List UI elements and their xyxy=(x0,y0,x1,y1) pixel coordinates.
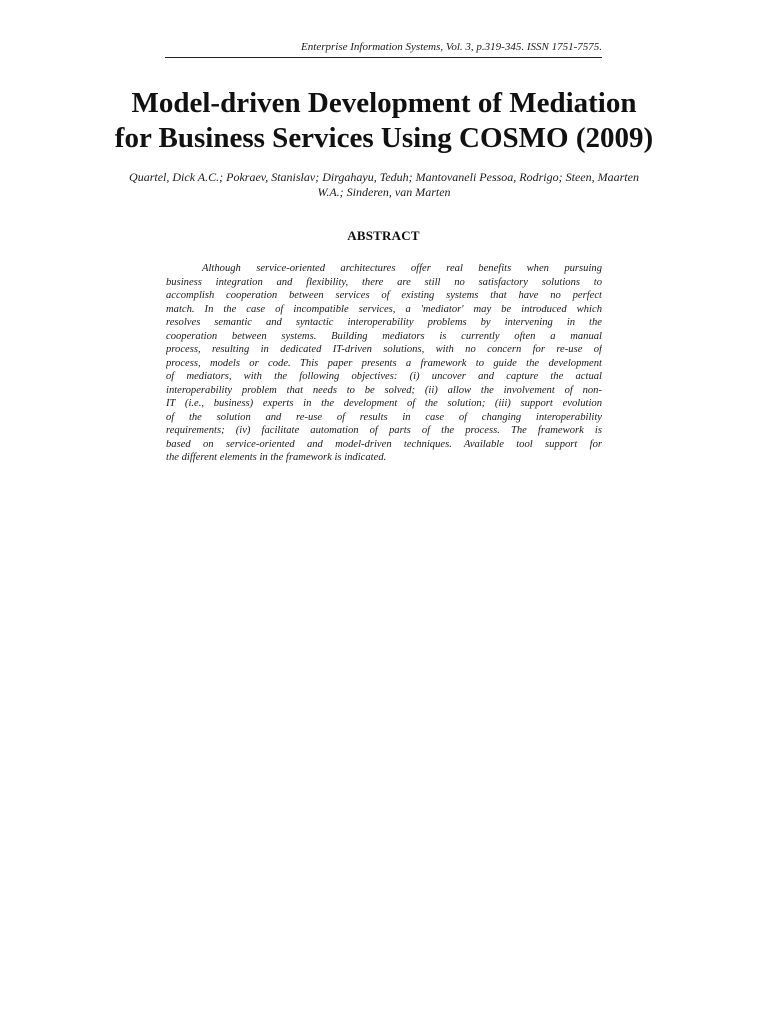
abstract-line: process, resulting in dedicated IT-driven solutions, with no concern for re-use of xyxy=(166,344,602,355)
abstract-heading: ABSTRACT xyxy=(347,228,420,243)
author-list-line-2: W.A.; Sinderen, van Marten xyxy=(317,185,451,199)
paper-title-line-1: Model-driven Development of Mediation xyxy=(131,87,637,119)
abstract-body xyxy=(166,262,602,465)
abstract-line: cooperation between systems. Building mediators is currently often a manual xyxy=(166,330,602,342)
abstract-line: process, models or code. This paper presents a framework to guide the development xyxy=(166,357,602,369)
paper-title xyxy=(40,86,728,156)
abstract-line: business integration and flexibility, there are still no satisfactory solutions to xyxy=(166,276,602,288)
abstract-line: the different elements in the framework is indicated. xyxy=(166,452,387,463)
abstract-line: of mediators, with the following objectives: (i) uncover and capture the actual xyxy=(166,371,602,382)
author-list xyxy=(100,170,668,200)
abstract-line: resolves semantic and syntactic interoperability problems by intervening in the xyxy=(166,317,602,328)
abstract-line: requirements; (iv) facilitate automation of parts of the process. The framework is xyxy=(166,425,602,436)
author-list-line-1: Quartel, Dick A.C.; Pokraev, Stanislav; Dirgahayu, Teduh; Mantovaneli Pessoa, Rodrigo; Steen, Maarten xyxy=(129,170,639,184)
running-header: Enterprise Information Systems, Vol. 3, p.319-345. ISSN 1751-7575. xyxy=(301,41,602,53)
abstract-line: of the solution and re-use of results in case of changing interoperability xyxy=(166,411,602,423)
abstract-line: Although service-oriented architectures offer real benefits when pursuing xyxy=(202,263,602,274)
abstract-line: accomplish cooperation between services of existing systems that have no perfect xyxy=(166,290,602,301)
abstract-line: interoperability problem that needs to be solved; (ii) allow the involvement of non- xyxy=(166,384,602,396)
header-rule xyxy=(165,57,602,58)
paper-title-line-2: for Business Services Using COSMO (2009) xyxy=(114,122,654,154)
abstract-line: based on service-oriented and model-driven techniques. Available tool support for xyxy=(166,438,602,450)
abstract-line: IT (i.e., business) experts in the development of the solution; (iii) support evolution xyxy=(166,398,602,409)
abstract-line: match. In the case of incompatible services, a 'mediator' may be introduced which xyxy=(166,303,602,315)
